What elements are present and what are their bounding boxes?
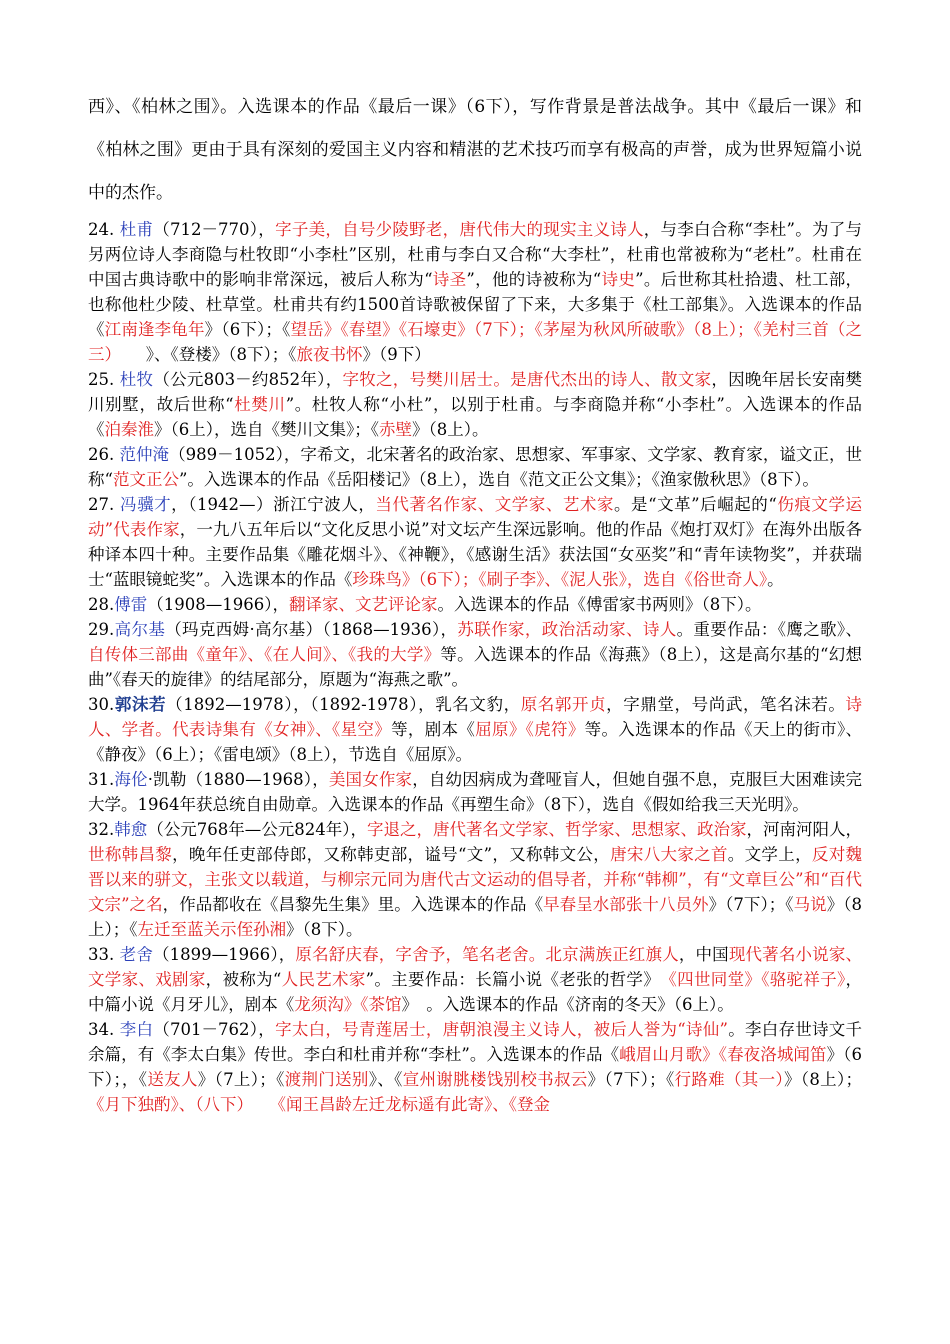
highlight-text: 当代著名作家、文学家、艺术家 [375, 495, 615, 514]
body-text: 30. [88, 695, 115, 714]
body-text: 》（6下）；《 [204, 320, 291, 339]
highlight-text: 苏联作家，政治活动家、诗人 [457, 620, 677, 639]
highlight-text: 自传体三部曲《童年》、《在人间》、《我的大学》 [88, 645, 441, 664]
body-text: 24. [88, 220, 120, 239]
body-text: （712－770）， [153, 220, 276, 239]
author-entry [88, 217, 862, 367]
body-text: ，中国 [678, 945, 729, 964]
body-text: ，被称为“ [205, 970, 282, 989]
intro-paragraph [88, 86, 862, 215]
highlight-text: 字牧之，号樊川居士。是唐代杰出的诗人、散文家 [342, 370, 712, 389]
highlight-text: 原名舒庆春，字舍予，笔名老舍。北京满族正红旗人 [295, 945, 679, 964]
body-text: 。重要作品：《鹰之歌》、 [676, 620, 863, 639]
highlight-text: 泊秦淮 [104, 420, 154, 439]
body-text: ，与李白合称“李杜”。为了与另两位诗人李商隐与杜牧即“小李杜”区别，杜甫与李白又合称“大李杜”，杜甫也常被称为“老杜”。杜甫在中国古典诗歌中的影响非常深远，被后人称为“ [88, 220, 863, 289]
body-text: 27. [88, 495, 121, 514]
highlight-text: 诗人、学者。代表诗集有《女神》、《星空》 [88, 695, 863, 739]
author-name: 老舍 [119, 945, 153, 964]
highlight-text: 翻译家、文艺评论家 [288, 595, 438, 614]
body-text: （1908—1966）， [147, 595, 289, 614]
author-name: 海伦 [114, 770, 148, 789]
author-name: 杜甫 [119, 220, 154, 239]
body-text: ，中篇小说《月牙儿》，剧本《 [88, 970, 863, 1014]
intro-text [88, 86, 862, 215]
body-text: ·凯勒（1880—1968）， [147, 770, 329, 789]
body-text: （989－1052），字希文，北宋著名的政治家、思想家、军事家、文学家、教育家，谥文正，世称“ [88, 445, 862, 489]
highlight-text: 赤壁 [379, 420, 412, 439]
author-entry [88, 617, 862, 692]
highlight-text: 美国女作家 [328, 770, 413, 789]
highlight-text: 渡荆门送别 [284, 1070, 369, 1089]
body-text: 。入选课本的作品《傅雷家书两则》（8下）。 [437, 595, 762, 614]
body-text: （1892—1978），（1892-1978），乳名文豹， [166, 695, 521, 714]
author-name: 韩愈 [114, 820, 148, 839]
highlight-text: 杜樊川 [233, 395, 286, 414]
author-entry [88, 592, 862, 617]
body-text: （公元768年—公元824年）， [147, 820, 367, 839]
highlight-text: 原名郭开贞 [520, 695, 607, 714]
body-text: ”。入选课本的作品《岳阳楼记》（8上），选自《范文正公文集》；《渔家傲秋思》（8下）。 [178, 470, 819, 489]
highlight-text: 字子美，自号少陵野老，唐代伟大的现实主义诗人 [275, 220, 644, 239]
highlight-text: 范文正公 [112, 470, 179, 489]
author-name: 杜牧 [119, 370, 154, 389]
author-name: 傅雷 [114, 595, 148, 614]
body-text: 》（6上），选自《樊川文集》；《 [154, 420, 379, 439]
body-text: ，河南河阳人， [746, 820, 862, 839]
body-text: ，一九八五年后以“文化反思小说”对文坛产生深远影响。他的作品《炮打双灯》在海外出版各种译本四十种。主要作品集《雕花烟斗》、《神鞭》，《感谢生活》获法国“女巫奖”和“青年读物奖”，并获瑞士“蓝眼镜蛇奖”。入选课本的作品《 [88, 520, 863, 589]
highlight-text: 《四世同堂》《骆驼祥子》 [668, 970, 846, 989]
body-text: 》（8下）。 [286, 920, 363, 939]
body-text: 。 [767, 570, 784, 589]
author-entry [88, 767, 862, 817]
body-text: 》（6下）；，《 [88, 1045, 863, 1089]
highlight-text: 行路难（其一） [674, 1070, 784, 1089]
body-text: 》（7上）；《 [197, 1070, 285, 1089]
body-text: 28. [88, 595, 115, 614]
highlight-text: 《月下独酌》、（八下） 《闻王昌龄左迁龙标遥有此寄》、《登金 [88, 1095, 550, 1114]
document-page [88, 86, 862, 1117]
highlight-text: 诗史 [601, 270, 636, 289]
body-text: 西》、《柏林之围》。入选课本的作品《最后一课》（6下），写作背景是普法战争。其中《最后一课》和《柏林之围》更由于具有深刻的爱国主义内容和精湛的艺术技巧而享有极高的声誉，成为世界短篇小说中的杰作。 [88, 97, 862, 203]
body-text: 》（9下） [362, 345, 431, 364]
highlight-text: 字退之，唐代著名文学家、哲学家、思想家、政治家 [367, 820, 747, 839]
highlight-text: 字太白，号青莲居士，唐朝浪漫主义诗人，被后人誉为“诗仙” [275, 1020, 728, 1039]
body-text: 》（7下）；《 [708, 895, 794, 914]
body-text: （公元803－约852年）， [153, 370, 343, 389]
body-text: 等。入选课本的作品《天上的街市》、《静夜》（6上）；《雷电颂》（8上），节选自《屈原》。 [88, 720, 863, 764]
author-name: 高尔基 [114, 620, 166, 639]
author-name: 范仲淹 [119, 445, 170, 464]
body-text: 》（8上）； [784, 1070, 863, 1089]
highlight-text: 左迁至蓝关示侄孙湘 [137, 920, 286, 939]
body-text: 31. [88, 770, 115, 789]
body-text: 》（7下）；《 [587, 1070, 675, 1089]
body-text: 26. [88, 445, 120, 464]
highlight-text: 旅夜书怀 [296, 345, 363, 364]
highlight-text: 送友人 [147, 1070, 198, 1089]
body-text: （701－762）， [153, 1020, 276, 1039]
body-text: ”。主要作品：长篇小说《老张的哲学》 [365, 970, 669, 989]
highlight-text: 峨眉山月歌》《春夜洛城闻笛 [619, 1045, 827, 1064]
author-entry [88, 442, 862, 492]
body-text: （1899—1966）， [153, 945, 296, 964]
author-entry [88, 942, 862, 1017]
body-text: 34. [88, 1020, 120, 1039]
highlight-text: 珍珠鸟》（6下）；《刷子李》、《泥人张》，选自《俗世奇人》 [352, 570, 768, 589]
highlight-text: 反对魏晋以来的骈文，主张文以载道，与柳宗元同为唐代古文运动的倡导者，并称“韩柳”，有“文章巨公”和“百代文宗”之名 [88, 845, 863, 914]
body-text: ”。后世称其杜拾遗、杜工部，也称他杜少陵、杜草堂。杜甫共有约1500首诗歌被保留了下来，大多集于《杜工部集》。入选课本的作品《 [88, 270, 863, 339]
highlight-text: 宣州谢朓楼饯别校书叔云 [402, 1070, 588, 1089]
author-name: 郭沫若 [114, 695, 167, 714]
body-text: 。李白存世诗文千余篇，有《李太白集》传世。李白和杜甫并称“李杜”。入选课本的作品《 [88, 1020, 863, 1064]
author-name: 冯骥才 [120, 495, 172, 514]
highlight-text: 马说 [793, 895, 827, 914]
author-name: 李白 [119, 1020, 154, 1039]
body-text: 32. [88, 820, 115, 839]
body-text: 。是“文革”后崛起的“ [614, 495, 777, 514]
body-text: 等，剧本《 [391, 720, 476, 739]
highlight-text: 世称韩昌黎 [88, 845, 173, 864]
author-entry [88, 1017, 862, 1117]
highlight-text: 龙须沟》《茶馆 [294, 995, 402, 1014]
highlight-text: 早春呈水部张十八员外 [543, 895, 709, 914]
author-entry [88, 817, 862, 942]
highlight-text: 屈原》《虎符》 [475, 720, 585, 739]
highlight-text: 诗圣 [432, 270, 467, 289]
body-text: ”。杜牧人称“小杜”，以别于杜甫。与李商隐并称“小李杜”。入选课本的作品《 [88, 395, 862, 439]
body-text: 25. [88, 370, 120, 389]
body-text: ，因晚年居长安南樊川别墅，故后世称“ [88, 370, 863, 414]
highlight-text: 伤痕文学运动”代表作家 [88, 495, 863, 539]
highlight-text: 现代著名小说家、文学家、戏剧家 [88, 945, 863, 989]
body-text: 》（8上）；《 [88, 895, 863, 939]
highlight-text: 望岳》《春望》《石壕吏》（7下）；《茅屋为秋风所破歌》（8上）；《羌村三首（之三） [88, 320, 863, 364]
body-text: 》、《登楼》（8下）；《 [112, 345, 297, 364]
body-text: 》（8上）。 [412, 420, 489, 439]
body-text: 33. [88, 945, 120, 964]
body-text: 。文学上， [727, 845, 812, 864]
body-text: ，晚年任吏部侍郎，又称韩吏部，谥号“文”，又称韩文公， [172, 845, 611, 864]
body-text: （玛克西姆·高尔基）（1868—1936）， [165, 620, 458, 639]
body-text: ，自幼因病成为聋哑盲人，但她自强不息，克服巨大困难读完大学。1964年获总统自由勋章。入选课本的作品《再塑生命》（8下），选自《假如给我三天光明》。 [88, 770, 863, 814]
author-entry [88, 492, 862, 592]
author-entries [88, 217, 862, 1117]
body-text: ，（1942—）浙江宁波人， [171, 495, 376, 514]
highlight-text: 江南逢李龟年 [104, 320, 205, 339]
body-text: 29. [88, 620, 115, 639]
body-text: ，作品都收在《昌黎先生集》里。入选课本的作品《 [162, 895, 544, 914]
author-entry [88, 367, 862, 442]
body-text: 》 。入选课本的作品《济南的冬天》（6上）。 [401, 995, 734, 1014]
body-text: 等。入选课本的作品《海燕》（8上），这是高尔基的“幻想曲”《春天的旋律》的结尾部分，原题为“海燕之歌”。 [88, 645, 863, 689]
body-text: ”，他的诗被称为“ [466, 270, 602, 289]
author-entry [88, 692, 862, 767]
body-text: 》、《 [368, 1070, 403, 1089]
body-text: ，字鼎堂，号尚武，笔名沫若。 [606, 695, 846, 714]
highlight-text: 唐宋八大家之首 [610, 845, 728, 864]
highlight-text: 人民艺术家 [281, 970, 366, 989]
